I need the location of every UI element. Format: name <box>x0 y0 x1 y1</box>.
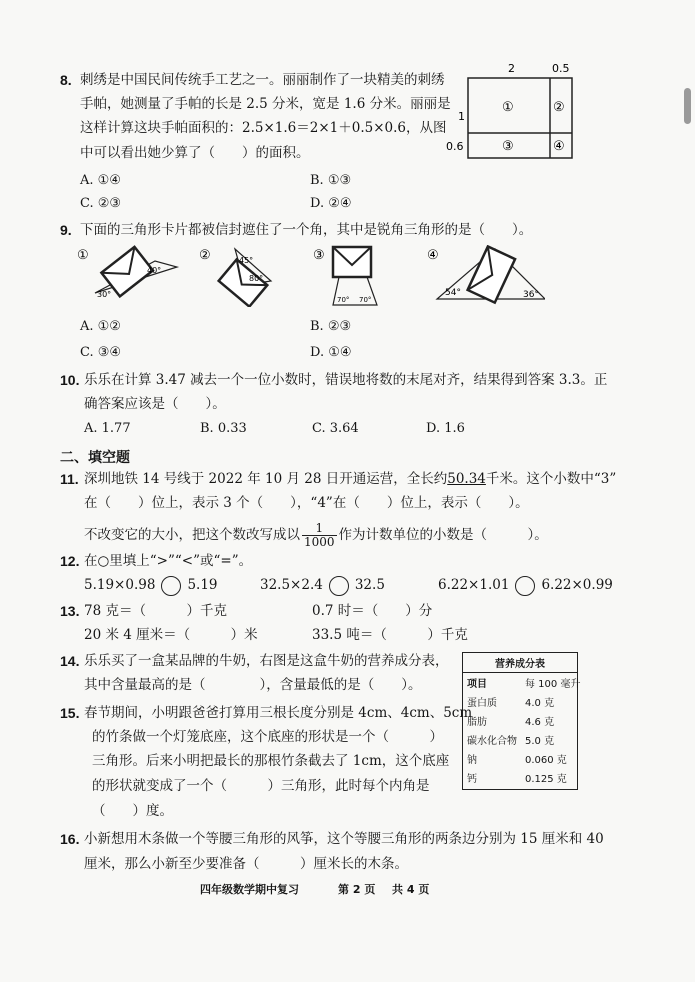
table-cell: 0.060 克 <box>525 755 567 766</box>
section-heading: 二、填空题 <box>60 450 130 466</box>
compare-circle[interactable] <box>161 576 181 596</box>
dim-top-2: 2 <box>508 62 515 75</box>
table-header: 每 100 毫升 <box>525 679 581 690</box>
question-text: 其中含量最高的是（ ），含量最低的是（ ）。 <box>84 677 422 693</box>
question-number: 10. <box>60 372 80 388</box>
region-3: ③ <box>502 139 514 154</box>
question-text: 不改变它的大小，把这个数改写成以 $\frac{1}{1000}$ 作为计数单位的小数是（ ）。 <box>84 521 548 549</box>
nutrition-table <box>462 652 581 790</box>
fill-item[interactable]: 33.5 吨＝（ ）千克 <box>312 627 468 643</box>
angle-label: 54° <box>445 288 461 298</box>
label-4: ④ <box>427 248 439 263</box>
question-text: 厘米，那么小新至少要准备（ ）厘米长的木条。 <box>84 856 408 872</box>
question-number: 14. <box>60 653 80 669</box>
nutrition-title: 营养成分表 <box>463 655 577 673</box>
option-d[interactable]: D. 1.6 <box>426 421 465 436</box>
question-text: 的形状就变成了一个（ ）三角形，此时每个内角是 <box>92 778 430 794</box>
question-number: 12. <box>60 553 80 569</box>
footer-page: 第 2 页 <box>338 883 376 896</box>
option-c[interactable]: C. ②③ <box>80 196 122 211</box>
table-cell: 钙 <box>467 774 477 785</box>
question-number: 16. <box>60 831 80 847</box>
question-number: 13. <box>60 603 80 619</box>
question-text: 三角形。后来小明把最长的那根竹条截去了 1cm，这个底座 <box>92 753 450 769</box>
dim-top-05: 0.5 <box>552 62 570 75</box>
angle-label: 80° <box>249 274 264 283</box>
option-a[interactable]: A. ①② <box>80 319 121 334</box>
question-number: 11. <box>60 471 79 487</box>
label-3: ③ <box>313 248 325 263</box>
dim-left-1: 1 <box>458 110 465 123</box>
question-text: 下面的三角形卡片都被信封遮住了一个角，其中是锐角三角形的是（ ）。 <box>80 222 533 238</box>
compare-circle[interactable] <box>329 576 349 596</box>
table-cell: 脂肪 <box>467 717 487 728</box>
angle-label: 45° <box>239 256 254 265</box>
question-text: 确答案应该是（ ）。 <box>84 396 226 412</box>
question-text: 刺绣是中国民间传统手工艺之一。丽丽制作了一块精美的刺绣 <box>80 72 445 88</box>
compare-item: 5.19×0.98 5.19 <box>84 575 218 596</box>
option-d[interactable]: D. ①④ <box>310 345 352 360</box>
option-a[interactable]: A. 1.77 <box>84 421 131 436</box>
region-1: ① <box>502 100 514 115</box>
region-2: ② <box>553 100 565 115</box>
question-text: 深圳地铁 14 号线于 2022 年 10 月 28 日开通运营，全长约50.34千米。这个小数中“3” <box>84 471 617 487</box>
angle-label: 70° <box>337 296 350 304</box>
fill-item[interactable]: 0.7 时＝（ ）分 <box>312 603 433 619</box>
dim-left-06: 0.6 <box>446 140 464 153</box>
angle-label: 40° <box>147 266 162 275</box>
question-text: 乐乐在计算 3.47 减去一个一位小数时，错误地将数的末尾对齐，结果得到答案 3.3。正 <box>84 372 608 388</box>
compare-item: 6.22×1.01 6.22×0.99 <box>438 575 613 596</box>
table-cell: 4.0 克 <box>525 698 555 709</box>
question-text: 中可以看出她少算了（ ）的面积。 <box>80 145 310 161</box>
option-c[interactable]: C. ③④ <box>80 345 122 360</box>
footer-total: 共 4 页 <box>392 883 430 896</box>
fill-item[interactable]: 20 米 4 厘米＝（ ）米 <box>84 627 258 643</box>
table-cell: 0.125 克 <box>525 774 567 785</box>
question-text: 乐乐买了一盒某品牌的牛奶，右图是这盒牛奶的营养成分表， <box>84 653 449 669</box>
angle-label: 36° <box>523 290 539 300</box>
option-a[interactable]: A. ①④ <box>80 173 121 188</box>
table-cell: 4.6 克 <box>525 717 555 728</box>
option-b[interactable]: B. ②③ <box>310 319 352 334</box>
region-4: ④ <box>553 139 565 154</box>
option-b[interactable]: B. ①③ <box>310 173 352 188</box>
fill-item[interactable]: 78 克＝（ ）千克 <box>84 603 227 619</box>
label-2: ② <box>199 248 211 263</box>
nutrition-rows <box>463 673 584 787</box>
question-text: 这样计算这块手帕面积的：2.5×1.6＝2×1＋0.5×0.6，从图 <box>80 120 447 136</box>
table-cell: 碳水化合物 <box>467 736 517 747</box>
triangle-cards-figure <box>75 245 545 307</box>
compare-circle[interactable] <box>515 576 535 596</box>
table-cell: 5.0 克 <box>525 736 555 747</box>
question-number: 8. <box>60 72 72 88</box>
question-text: 小新想用木条做一个等腰三角形的风筝，这个等腰三角形的两条边分别为 15 厘米和 40 <box>84 831 604 847</box>
question-text: 在（ ）位上，表示 3 个（ ），“4”在（ ）位上，表示（ ）。 <box>84 495 529 511</box>
question-text: 的竹条做一个灯笼底座，这个底座的形状是一个（ ） <box>92 729 443 745</box>
table-header: 项目 <box>467 679 487 690</box>
question-text: （ ）度。 <box>92 803 173 819</box>
option-b[interactable]: B. 0.33 <box>200 421 247 436</box>
question-number: 15. <box>60 705 80 721</box>
compare-item: 32.5×2.4 32.5 <box>260 575 385 596</box>
table-cell: 蛋白质 <box>467 698 497 709</box>
angle-label: 70° <box>359 296 372 304</box>
table-cell: 钠 <box>467 755 477 766</box>
fraction: $\frac{1}{1000}$ <box>304 521 335 549</box>
label-1: ① <box>77 248 89 263</box>
question-number: 9. <box>60 222 72 238</box>
question-text: 手帕，她测量了手帕的长是 2.5 分米，宽是 1.6 分米。丽丽是 <box>80 96 451 112</box>
option-d[interactable]: D. ②④ <box>310 196 352 211</box>
footer-title: 四年级数学期中复习 <box>200 883 299 896</box>
scrollbar-thumb[interactable] <box>684 88 691 124</box>
option-c[interactable]: C. 3.64 <box>312 421 359 436</box>
handkerchief-area-figure <box>440 58 580 168</box>
question-text: 春节期间，小明跟爸爸打算用三根长度分别是 4cm、4cm、5cm <box>84 705 473 721</box>
question-text: 在○里填上“>”“<”或“=”。 <box>84 553 253 569</box>
angle-label: 30° <box>97 290 112 299</box>
